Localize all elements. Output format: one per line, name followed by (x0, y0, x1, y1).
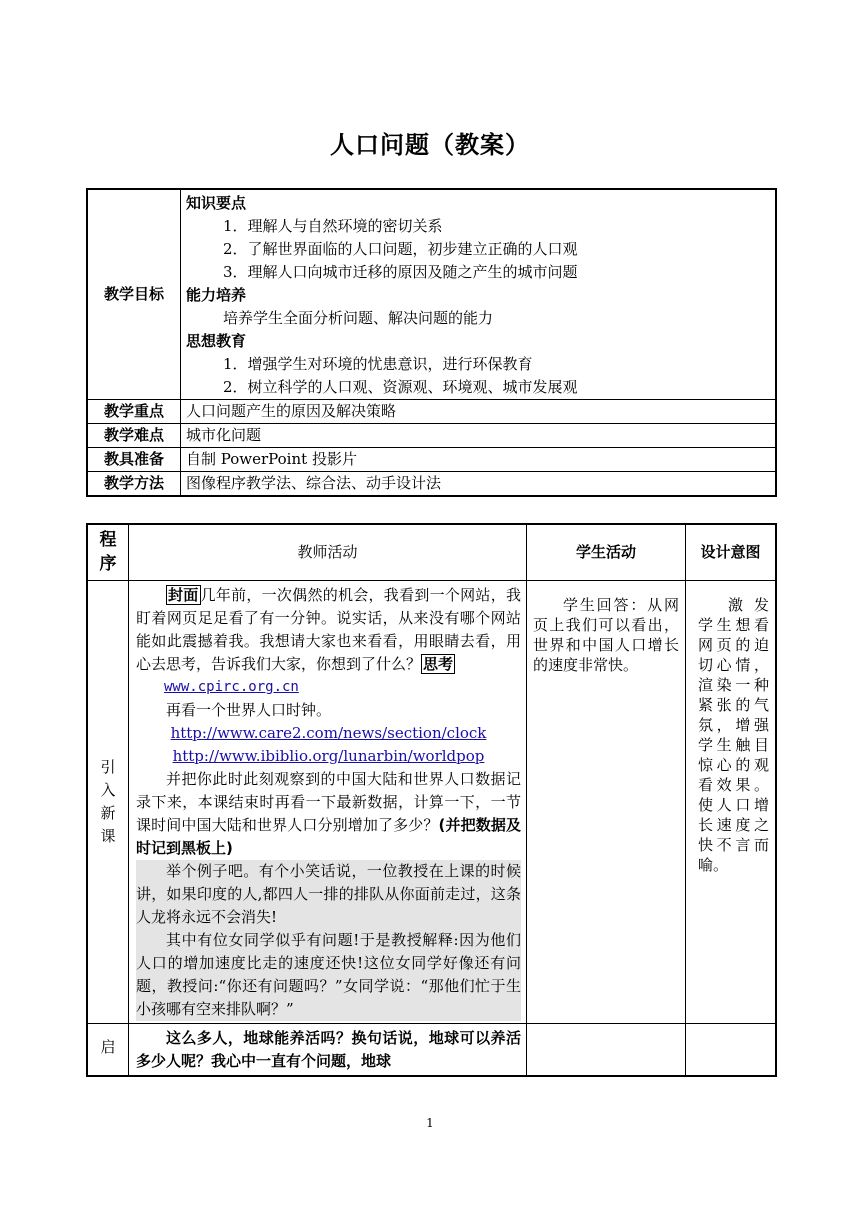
header-procedure-char: 序 (99, 554, 117, 575)
row-value: 城市化问题 (181, 424, 777, 448)
teacher-bold-note: (并把数据及时记到黑板上) (136, 815, 521, 857)
row-value: 图像程序教学法、综合法、动手设计法 (181, 472, 777, 497)
ability-text: 培养学生全面分析问题、解决问题的能力 (223, 309, 494, 327)
header-procedure (87, 524, 129, 580)
header-teacher: 教师活动 (129, 524, 527, 580)
header-design: 设计意图 (686, 524, 777, 580)
row-value: 自制 PowerPoint 投影片 (181, 448, 777, 472)
link-care2-text[interactable]: http://www.care2.com/news/section/clock (170, 723, 487, 742)
cover-box: 封面 (168, 585, 199, 604)
teacher-para-5: 其中有位女同学似乎有问题!于是教授解释:因为他们人口的增加速度比走的速度还快!这位女同学好像还有问题，教授问:“你还有问题吗？”女同学说：“那他们忙于生小孩哪有空来排队啊？” (136, 929, 521, 1021)
row-label: 教学难点 (87, 424, 181, 448)
row-label: 教学方法 (87, 472, 181, 497)
next-design-intent (686, 1023, 777, 1076)
row-label: 教学重点 (87, 400, 181, 424)
page-title: 人口问题（教案） (330, 131, 530, 159)
intro-label-char: 新 (100, 803, 116, 822)
teacher-para-1 (136, 584, 521, 676)
knowledge-item: 3．理解人口向城市迁移的原因及随之产生的城市问题 (223, 263, 578, 281)
knowledge-item: 1．理解人与自然环境的密切关系 (223, 217, 443, 235)
next-teacher-activity (129, 1023, 527, 1076)
row-label: 教具准备 (87, 448, 181, 472)
goals-label: 教学目标 (87, 189, 181, 400)
process-table (86, 523, 777, 1077)
teacher-para-4: 举个例子吧。有个小笑话说，一位教授在上课的时候讲，如果印度的人,都四人一排的排队从你面前走过，这条人龙将永远不会消失! (136, 860, 521, 929)
row-value: 人口问题产生的原因及解决策略 (181, 400, 777, 424)
knowledge-item: 2．了解世界面临的人口问题，初步建立正确的人口观 (223, 240, 578, 258)
link-ibiblio-text[interactable]: http://www.ibiblio.org/lunarbin/worldpop (172, 746, 485, 765)
summary-table (86, 188, 777, 497)
intro-label (87, 580, 129, 1023)
teacher-activity (129, 580, 527, 1023)
link-cpirc-text[interactable]: www.cpirc.org.cn (164, 678, 299, 695)
goals-cell (181, 189, 777, 400)
ideology-heading: 思想教育 (186, 332, 247, 350)
link-ibiblio[interactable] (136, 745, 521, 768)
next-label: 启 (87, 1023, 129, 1076)
intro-label-char: 入 (100, 780, 116, 799)
student-activity (527, 580, 686, 1023)
ideology-item: 2．树立科学的人口观、资源观、环境观、城市发展观 (223, 378, 578, 396)
link-cpirc[interactable] (136, 676, 521, 699)
knowledge-heading: 知识要点 (186, 194, 247, 212)
link-care2[interactable] (136, 722, 521, 745)
ability-heading: 能力培养 (186, 286, 247, 304)
teacher-text: 并把你此时此刻观察到的中国大陆和世界人口数据记录下来，本课结束时再看一下最新数据，计算一下，一节课时间中国大陆和世界人口分别增加了多少？ (136, 769, 521, 834)
next-text: 这么多人，地球能养活吗？换句话说，地球可以养活多少人呢？我心中一直有个问题，地球 (136, 1028, 521, 1070)
header-student: 学生活动 (527, 524, 686, 580)
intro-label-char: 引 (100, 757, 116, 776)
design-text: 激发学生想看网页的迫切心情，渲染一种紧张的气氛，增强学生触目惊心的观看效果。使人口增长速度之快不言而喻。 (698, 595, 769, 874)
design-intent (686, 580, 777, 1023)
student-text: 学生回答：从网页上我们可以看出，世界和中国人口增长的速度非常快。 (533, 595, 679, 674)
teacher-para-2: 再看一个世界人口时钟。 (166, 700, 332, 719)
teacher-text: 几年前，一次偶然的机会，我看到一个网站，我盯着网页足足看了有一分钟。说实话，从来没有哪个网站能如此震撼着我。我想请大家也来看看，用眼睛去看，用心去思考，告诉我们大家，你想到了什么？ (136, 585, 521, 673)
teacher-para-3 (136, 768, 521, 860)
header-procedure-char: 程 (99, 530, 117, 551)
intro-label-char: 课 (100, 826, 116, 845)
think-box: 思考 (423, 654, 454, 673)
next-student-activity (527, 1023, 686, 1076)
ideology-item: 1．增强学生对环境的忧患意识，进行环保教育 (223, 355, 533, 373)
page-number: 1 (426, 1116, 434, 1130)
